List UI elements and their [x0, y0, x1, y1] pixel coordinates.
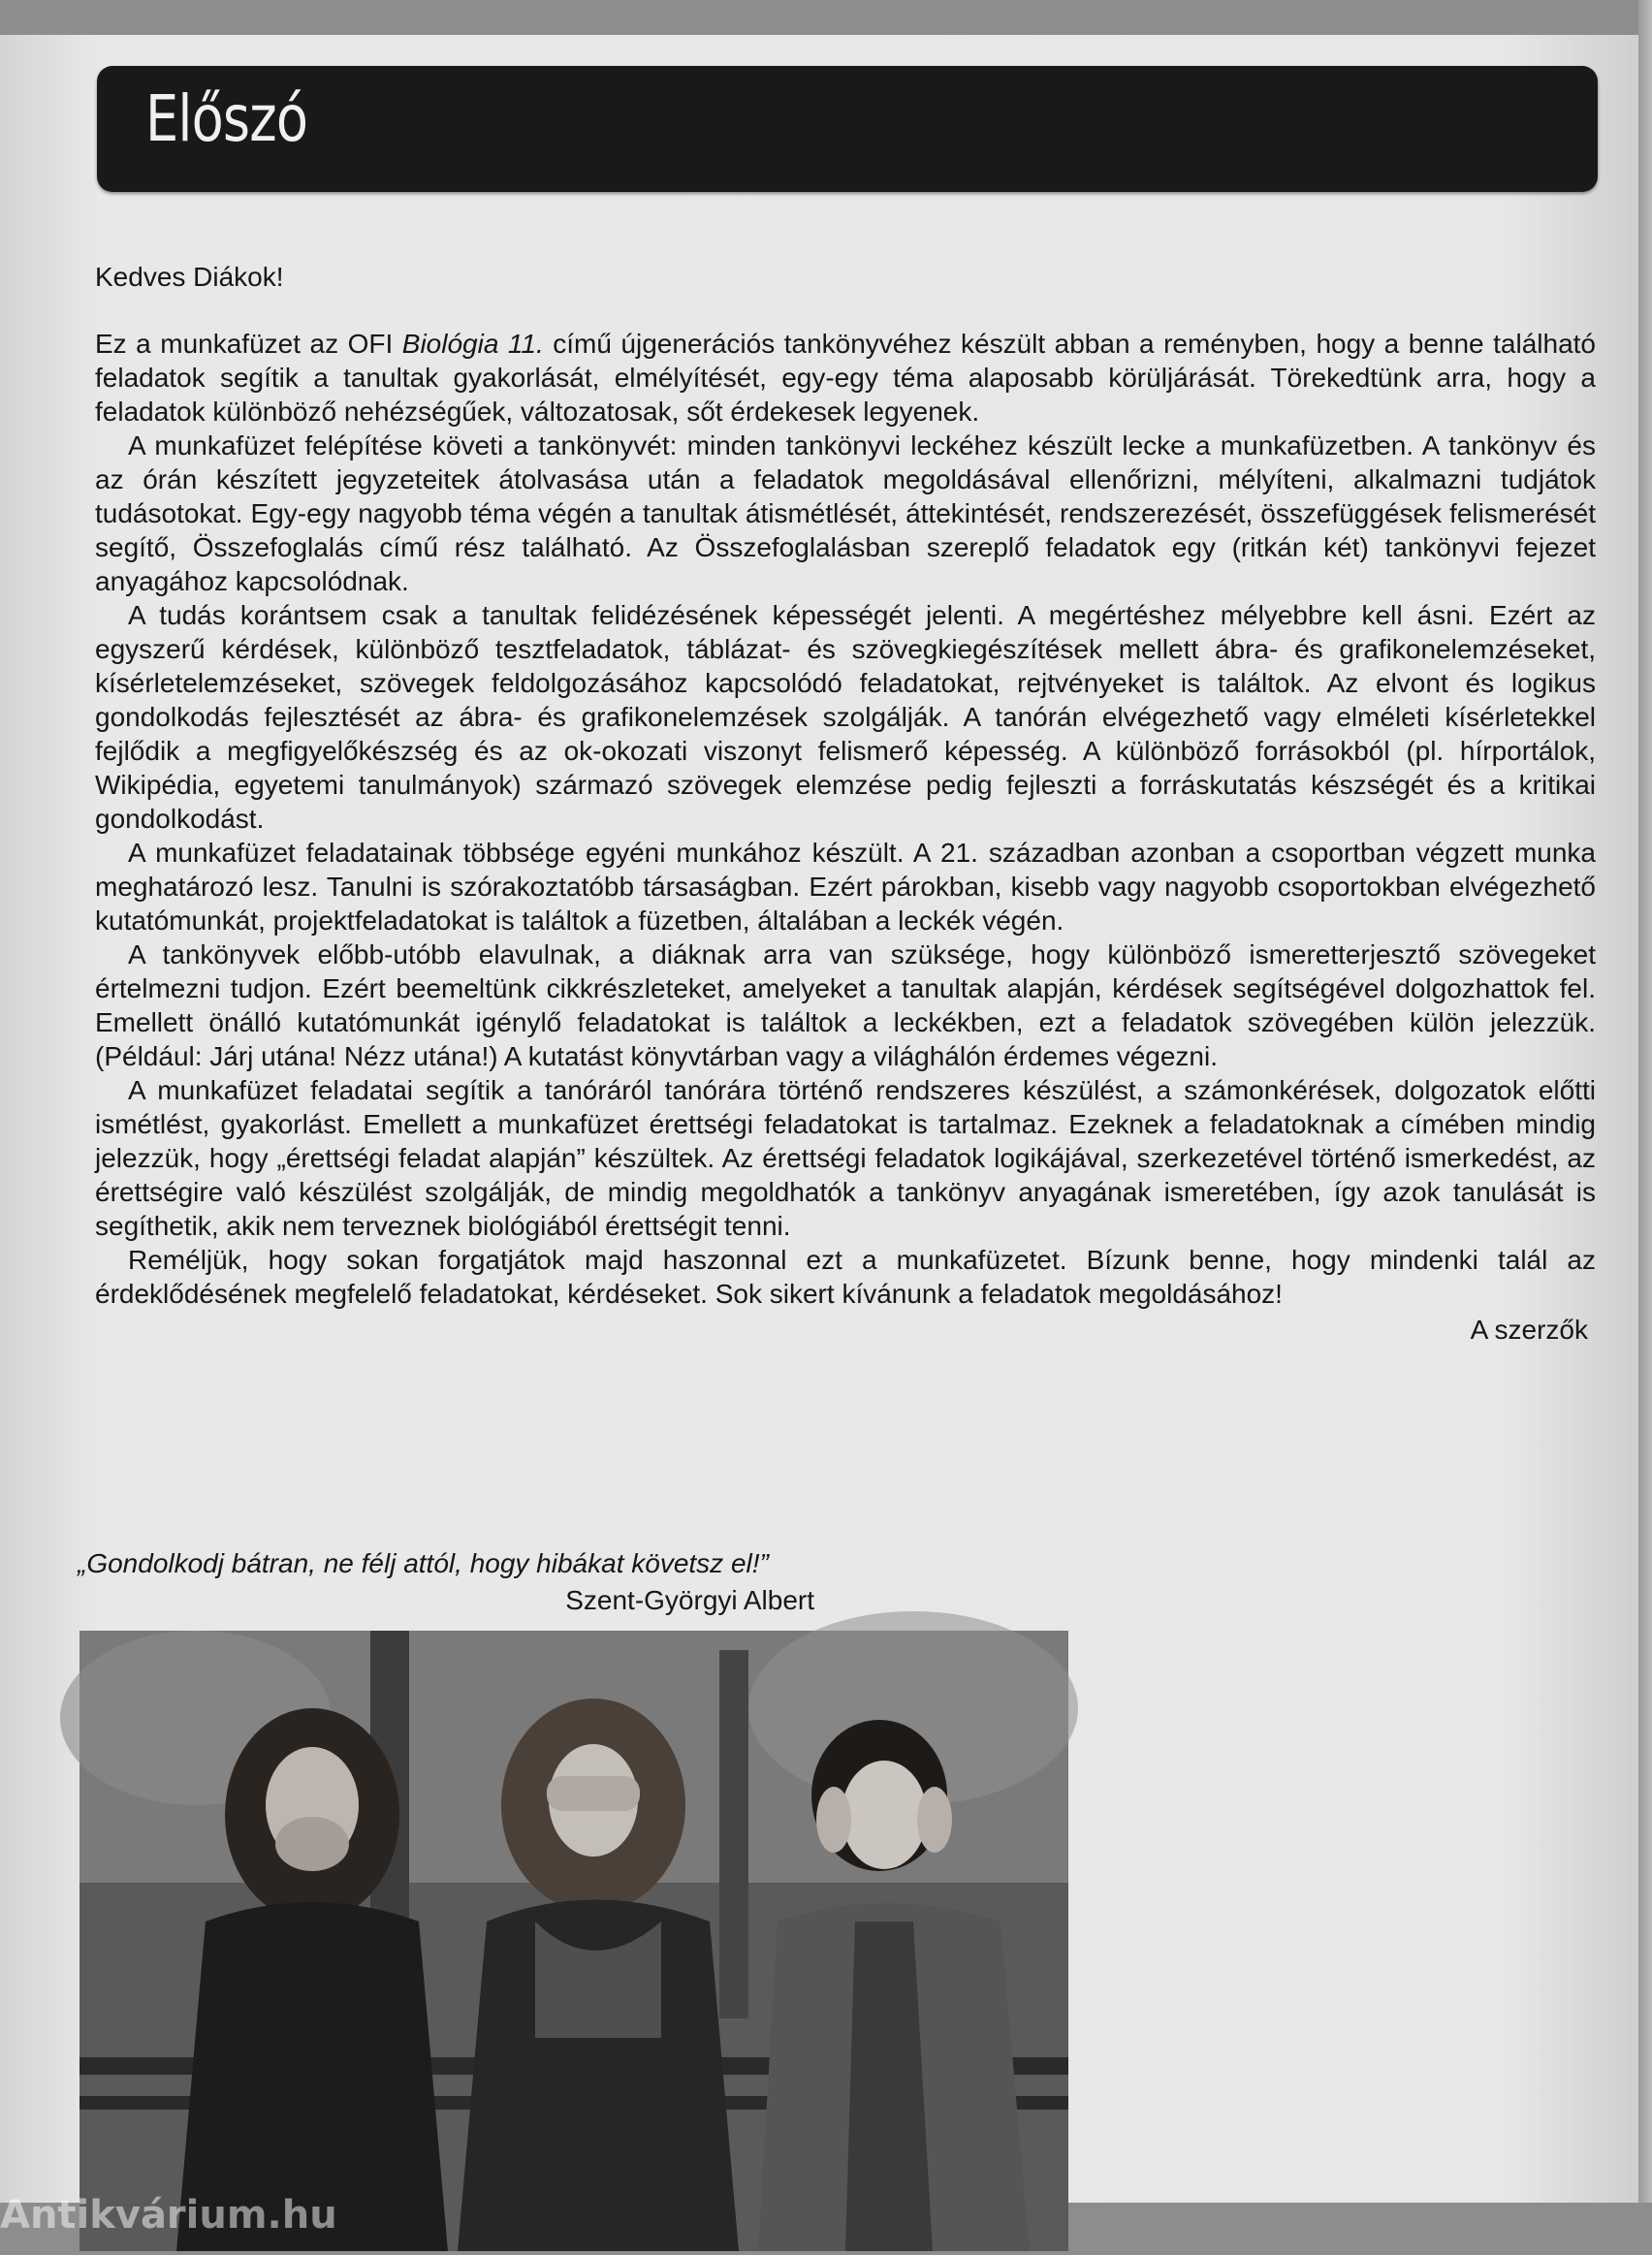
greeting: Kedves Diákok! [95, 262, 284, 292]
paragraph: A munkafüzet feladatainak többsége egyéni munkához készült. A 21. században azonban a csoportban végzett munka meghatározó lesz. Tanulni is szórakoztatóbb társaságban. Ezért párokban, kisebb vagy nagyobb csoportokban elvégezhető kutatómunkát, projektfeladatokat is találtok a füzetben, általában a leckék végén. [95, 838, 1596, 936]
intro-before: Ez a munkafüzet az OFI [95, 329, 402, 359]
chapter-header [97, 66, 1598, 192]
book-page [0, 35, 1638, 2238]
three-wise-monkeys-photo [79, 1631, 1068, 2251]
page-edge [1638, 0, 1652, 2203]
paragraph: A tudás korántsem csak a tanultak felidézésének képességét jelenti. A megértéshez mélyebbre kell ásni. Ezért az egyszerű kérdések, különböző tesztfeladatok, táblázat- és szövegkiegészítések mellett ábra- és grafikonelemzéseket, kísérletelemzéseket, szövegek feldolgozásához kapcsolódó feladatokat, rejtvényeket is találtok. Az elvont és logikus gondolkodás fejlesztését az ábra- és grafikonelemzések szolgálják. A tanórán elvégezhető vagy elméleti kísérletekkel fejlődik a megfigyelőkészség és az ok-okozati viszonyt felismerő képesség. A különböző forrásokból (pl. hírportálok, Wikipédia, egyetemi tanulmányok) származó szövegek elemzése pedig fejleszti a forráskutatás készségét és a kritikai gondolkodást. [95, 600, 1596, 834]
paragraph: A tankönyvek előbb-utóbb elavulnak, a diáknak arra van szüksége, hogy különböző ismeretterjesztő szövegeket értelmezni tudjon. Ezért beemeltünk cikkrészleteket, amelyeket a tanultak alapján, kérdések segítségével dolgozhattok fel. Emellett önálló kutatómunkát igénylő feladatokat is találtok a leckékben, ezt a feladatok szövegében külön jelezzük. (Például: Járj utána! Nézz utána!) A kutatást könyvtárban vagy a világhálón érdemes végezni. [95, 939, 1596, 1071]
paragraph: A munkafüzet felépítése követi a tankönyvét: minden tankönyvi leckéhez készült lecke a munkafüzetben. A tankönyv és az órán készített jegyzeteitek átolvasása után a feladatok megoldásával ellenőrizni, mélyíteni, alkalmazni tudjátok tudásotokat. Egy-egy nagyobb téma végén a tanultak átismétlését, áttekintését, rendszerezését, összefüggések felismerését segítő, Összefoglalás című rész található. Az Összefoglalásban szereplő feladatok egy (ritkán két) tankönyvi fejezet anyagához kapcsolódnak. [95, 430, 1596, 596]
signature: A szerzők [1470, 1315, 1588, 1345]
quote-text: „Gondolkodj bátran, ne félj attól, hogy hibákat követsz el!” [78, 1548, 769, 1578]
quote-author: Szent-Györgyi Albert [565, 1585, 814, 1615]
quote-block [78, 1545, 814, 1619]
intro-paragraph [95, 327, 1596, 429]
book-title: Biológia 11. [401, 329, 544, 359]
intro-after: című újgenerációs tankönyvéhez készült abban a reményben, hogy a benne található feladatok segítik a tanultak gyakorlását, elmélyítését, egy-egy téma alaposabb körüljárását. Törekedtünk arra, hogy a feladatok különböző nehézségűek, változatosak, sőt érdekesek legyenek. [95, 329, 1596, 427]
preface-body [95, 260, 1596, 1347]
paragraph: Reméljük, hogy sokan forgatjátok majd haszonnal ezt a munkafüzetet. Bízunk benne, hogy mindenki talál az érdeklődésének megfelelő feladatokat, kérdéseket. Sok sikert kívánunk a feladatok megoldásához! [95, 1245, 1596, 1309]
photo-illustration [79, 1631, 1068, 2251]
paragraph: A munkafüzet feladatai segítik a tanóráról tanórára történő rendszeres készülést, a számonkérések, dolgozatok előtti ismétlést, gyakorlást. Emellett a munkafüzet érettségi feladatokat is tartalmaz. Ezeknek a feladatoknak a címében mindig jelezzük, hogy „érettségi feladat alapján” készültek. Az érettségi feladatok logikájával, szerkezetével történő ismerkedést, az érettségire való készülést szolgálják, de mindig megoldhatók a tankönyv anyagának ismeretében, így azok tanulását is segíthetik, akik nem terveznek biológiából érettségit tenni. [95, 1075, 1596, 1241]
watermark: Antikvárium.hu [0, 2193, 337, 2238]
chapter-title: Előszó [145, 81, 308, 156]
